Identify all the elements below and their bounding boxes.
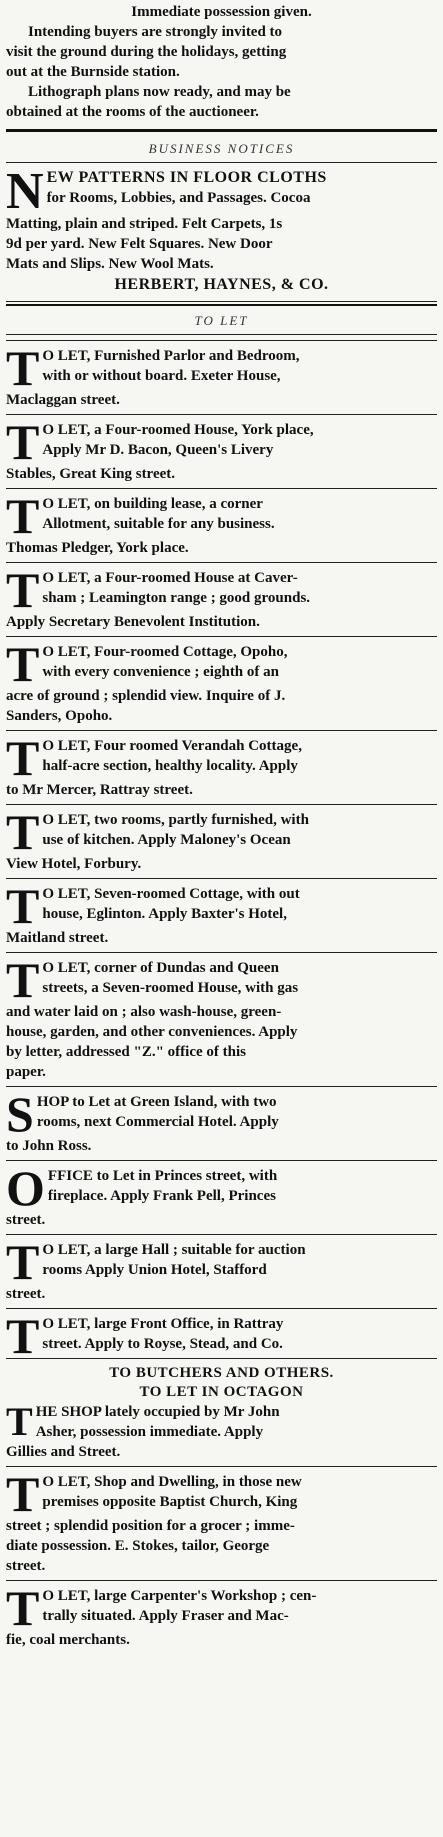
para2-line: Lithograph plans now ready, and may be — [28, 84, 291, 100]
ad-line: use of kitchen. Apply Maloney's Ocean — [42, 832, 291, 848]
butchers-subtitle: TO LET IN OCTAGON — [139, 1384, 304, 1400]
ad-line: O LET, Furnished Parlor and Bedroom, — [42, 348, 300, 364]
ad-line: house, garden, and other conveniences. Apply — [6, 1024, 298, 1040]
divider — [6, 562, 437, 563]
ad-line: streets, a Seven-roomed House, with gas — [42, 980, 299, 996]
drop-cap: T — [6, 1234, 40, 1290]
ad-line: O LET, on building lease, a corner — [42, 496, 263, 512]
ad-line: O LET, a Four-roomed House at Caver- — [42, 570, 298, 586]
ad-line: fireplace. Apply Frank Pell, Princes — [47, 1188, 276, 1204]
butchers-ad — [6, 1364, 437, 1462]
ad-line: O LET, Four-roomed Cottage, Opoho, — [42, 644, 288, 660]
to-let-ad — [6, 414, 437, 484]
ad-line: O LET, Four roomed Verandah Cottage, — [42, 738, 302, 754]
floor-cloths-ad — [6, 163, 437, 296]
drop-cap: T — [6, 804, 40, 860]
drop-cap: T — [6, 1399, 33, 1444]
business-notices-heading: BUSINESS NOTICES — [148, 141, 295, 156]
ad-line: Sanders, Opoho. — [6, 708, 113, 724]
to-let-ad — [6, 952, 437, 1082]
to-let-ad — [6, 878, 437, 948]
divider — [6, 340, 437, 341]
to-let-ad — [6, 1234, 437, 1304]
divider — [6, 488, 437, 489]
drop-cap: S — [6, 1086, 34, 1142]
ad-line: street ; splendid position for a grocer ; imme- — [6, 1518, 295, 1534]
ad-line: O LET, a large Hall ; suitable for auction — [42, 1242, 306, 1258]
to-let-heading: TO LET — [194, 313, 249, 328]
ad-line: fie, coal merchants. — [6, 1632, 130, 1648]
ad-line: for Rooms, Lobbies, and Passages. Cocoa — [46, 190, 311, 206]
drop-cap: T — [6, 414, 40, 470]
to-let-ad — [6, 804, 437, 874]
para2-line: obtained at the rooms of the auctioneer. — [6, 104, 259, 120]
drop-cap: T — [6, 878, 40, 934]
ad-line: trally situated. Apply Fraser and Mac- — [42, 1608, 289, 1624]
ad-line: 9d per yard. New Felt Squares. New Door — [6, 236, 273, 252]
divider — [6, 1308, 437, 1309]
ad-line: street. — [6, 1558, 46, 1574]
divider — [6, 730, 437, 731]
drop-cap: T — [6, 562, 40, 618]
divider — [6, 952, 437, 953]
to-let-ad — [6, 1580, 437, 1650]
ad-line: EW PATTERNS IN FLOOR CLOTHS — [46, 169, 327, 186]
drop-cap: T — [6, 636, 40, 692]
to-let-ads-2 — [6, 1466, 437, 1650]
ad-line: premises opposite Baptist Church, King — [42, 1494, 298, 1510]
ad-line: Thomas Pledger, York place. — [6, 540, 189, 556]
butchers-title: TO BUTCHERS AND OTHERS. — [109, 1365, 334, 1381]
divider — [6, 301, 437, 306]
drop-cap: T — [6, 340, 40, 396]
to-let-ad — [6, 1160, 437, 1230]
ad-line: Matting, plain and striped. Felt Carpets, 1s — [6, 216, 283, 232]
ad-line: Mats and Slips. New Wool Mats. — [6, 256, 214, 272]
divider — [6, 878, 437, 879]
divider — [6, 1086, 437, 1087]
drop-cap: O — [6, 1160, 45, 1216]
drop-cap: T — [6, 730, 40, 786]
drop-cap: T — [6, 1308, 40, 1364]
to-let-ad — [6, 636, 437, 726]
to-let-ad — [6, 488, 437, 558]
ad-line: O LET, large Front Office, in Rattray — [42, 1316, 284, 1332]
para1-line: visit the ground during the holidays, getting — [6, 44, 287, 60]
para1-line: out at the Burnside station. — [6, 64, 180, 80]
ad-line: Allotment, suitable for any business. — [42, 516, 275, 532]
drop-cap: T — [6, 1466, 40, 1522]
to-let-ad — [6, 730, 437, 800]
divider — [6, 129, 437, 132]
ad-line: O LET, corner of Dundas and Queen — [42, 960, 279, 976]
drop-cap: N — [6, 163, 44, 220]
to-let-ad — [6, 562, 437, 632]
drop-cap: T — [6, 488, 40, 544]
para1-line: Intending buyers are strongly invited to — [28, 24, 283, 40]
ad-line: Apply Mr D. Bacon, Queen's Livery — [42, 442, 274, 458]
ad-line: O LET, large Carpenter's Workshop ; cen- — [42, 1588, 317, 1604]
ad-line: FFICE to Let in Princes street, with — [47, 1168, 278, 1184]
ad-line: HE SHOP lately occupied by Mr John — [35, 1404, 280, 1420]
divider — [6, 636, 437, 637]
divider — [6, 804, 437, 805]
divider — [6, 1358, 437, 1359]
ad-line: O LET, two rooms, partly furnished, with — [42, 812, 309, 828]
ad-line: and water laid on ; also wash-house, green- — [6, 1004, 282, 1020]
ad-line: Asher, possession immediate. Apply — [35, 1424, 264, 1440]
ad-line: Maitland street. — [6, 930, 109, 946]
ad-line: house, Eglinton. Apply Baxter's Hotel, — [42, 906, 287, 922]
ad-line: to Mr Mercer, Rattray street. — [6, 782, 193, 798]
ad-line: half-acre section, healthy locality. Apply — [42, 758, 298, 774]
drop-cap: T — [6, 1580, 40, 1636]
ad-line: street. Apply to Royse, Stead, and Co. — [42, 1336, 283, 1352]
ad-line: with or without board. Exeter House, — [42, 368, 281, 384]
ad-line: sham ; Leamington range ; good grounds. — [42, 590, 311, 606]
ad-line: Stables, Great King street. — [6, 466, 176, 482]
ad-line: Maclaggan street. — [6, 392, 120, 408]
ad-line: street. — [6, 1212, 46, 1228]
to-let-ads — [6, 340, 437, 1364]
ad-line: diate possession. E. Stokes, tailor, George — [6, 1538, 270, 1554]
to-let-ad — [6, 1308, 437, 1364]
divider — [6, 334, 437, 335]
ad-line: O LET, Shop and Dwelling, in those new — [42, 1474, 302, 1490]
ad-line: acre of ground ; splendid view. Inquire of J. — [6, 688, 286, 704]
divider — [6, 414, 437, 415]
firm-name: HERBERT, HAYNES, & CO. — [114, 276, 329, 293]
ad-line: by letter, addressed "Z." office of this — [6, 1044, 246, 1060]
divider — [6, 1234, 437, 1235]
ad-line: HOP to Let at Green Island, with two — [36, 1094, 277, 1110]
ad-line: O LET, a Four-roomed House, York place, — [42, 422, 314, 438]
ad-line: street. — [6, 1286, 46, 1302]
ad-line: Apply Secretary Benevolent Institution. — [6, 614, 260, 630]
top-notice — [6, 0, 437, 122]
ad-line: Gillies and Street. — [6, 1444, 121, 1460]
to-let-ad — [6, 1466, 437, 1576]
ad-line: O LET, Seven-roomed Cottage, with out — [42, 886, 300, 902]
ad-line: View Hotel, Forbury. — [6, 856, 142, 872]
divider — [6, 162, 437, 163]
to-let-ad — [6, 340, 437, 410]
divider — [6, 1580, 437, 1581]
drop-cap: T — [6, 952, 40, 1008]
ad-line: to John Ross. — [6, 1138, 92, 1154]
possession-line: Immediate possession given. — [131, 4, 312, 20]
divider — [6, 1160, 437, 1161]
ad-line: with every convenience ; eighth of an — [42, 664, 279, 680]
ad-line: rooms Apply Union Hotel, Stafford — [42, 1262, 267, 1278]
divider — [6, 1466, 437, 1467]
to-let-ad — [6, 1086, 437, 1156]
ad-line: rooms, next Commercial Hotel. Apply — [36, 1114, 279, 1130]
ad-line: paper. — [6, 1064, 46, 1080]
